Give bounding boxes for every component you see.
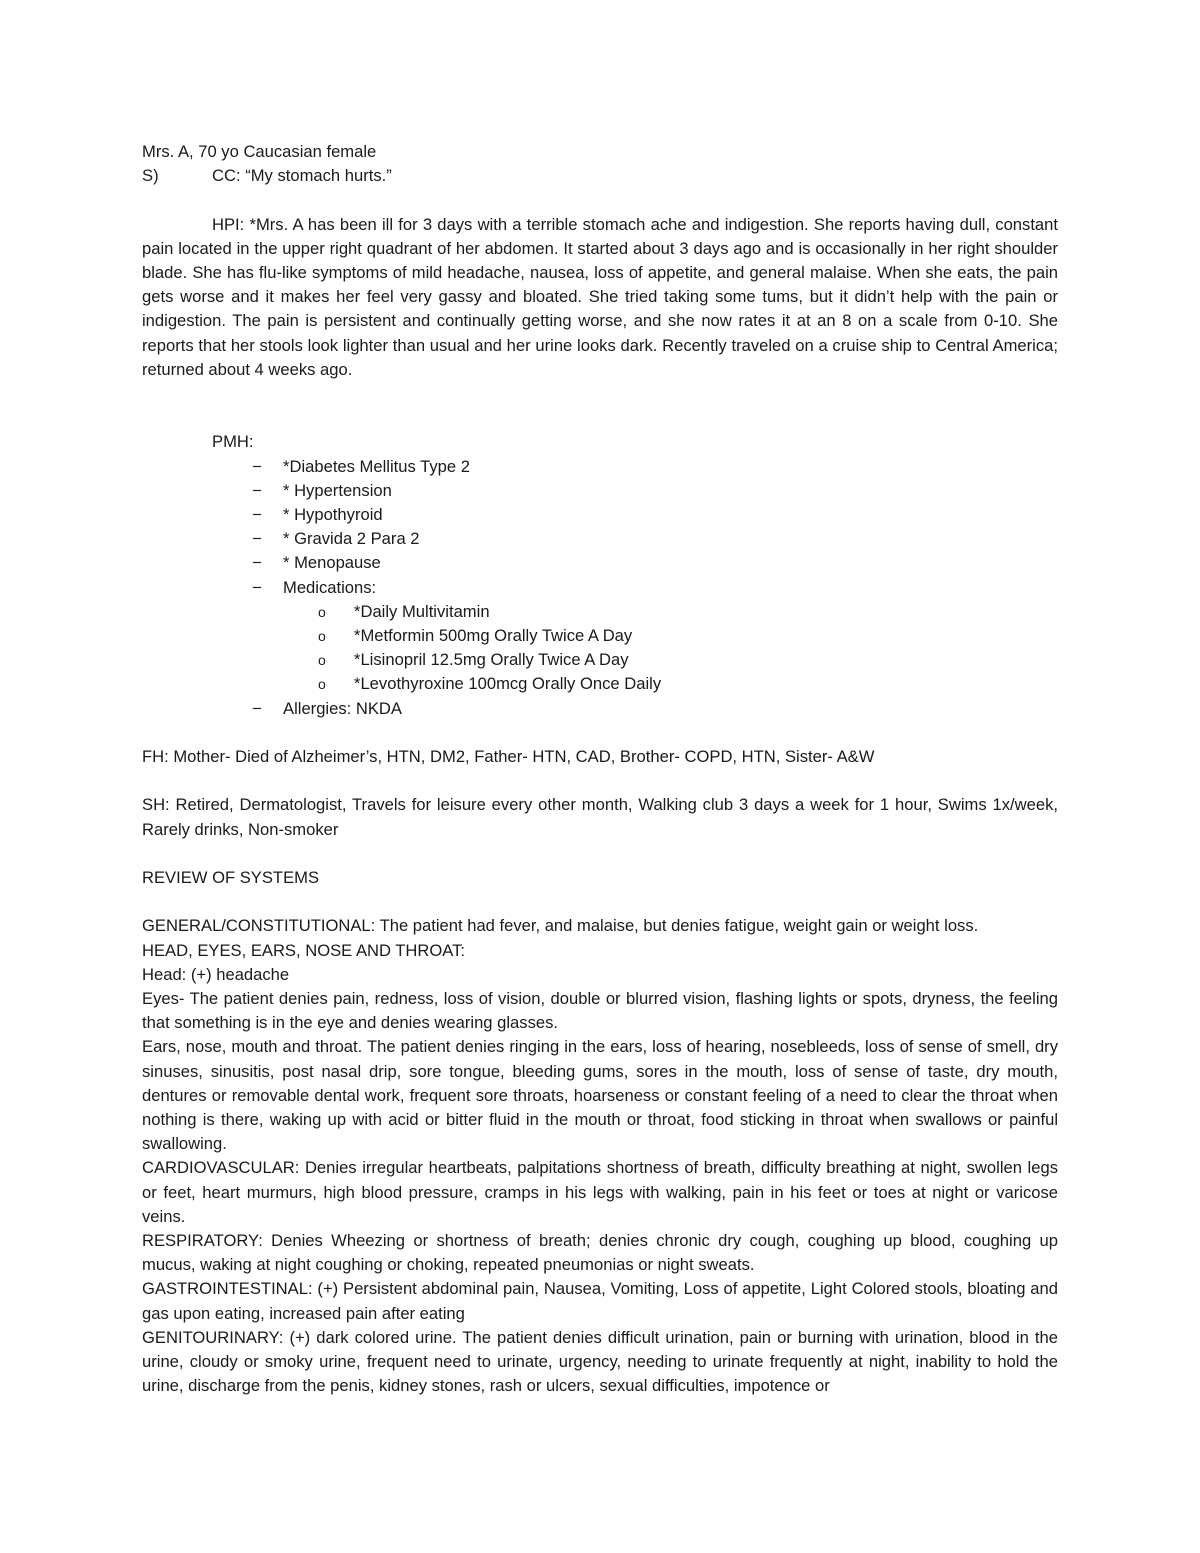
circle-bullet: o (318, 652, 326, 669)
dash-bullet: − (252, 505, 262, 525)
pmh-item-text: Medications: (283, 577, 377, 597)
ros-eyes: Eyes- The patient denies pain, redness, loss of vision, double or blurred vision, flashing lights or spots, dryness, the feeling that something is in the eye and denies wearing glasses. (142, 989, 1058, 1033)
medication-text: *Lisinopril 12.5mg Orally Twice A Day (354, 650, 629, 670)
allergies-item (142, 697, 1058, 721)
medication-item (142, 624, 1058, 648)
pmh-title: PMH: (212, 432, 254, 452)
ros-respiratory: RESPIRATORY: Denies Wheezing or shortness of breath; denies chronic dry cough, coughing up blood, coughing up mucus, waking at night coughing or choking, repeated pneumonias or night sweats. (142, 1231, 1058, 1275)
ros-genitourinary: GENITOURINARY: (+) dark colored urine. The patient denies difficult urination, pain or burning with urination, blood in the urine, cloudy or smoky urine, frequent need to urinate, urgency, needing to urinate frequently at night, inability to hold the urine, discharge from the penis, kidney stones, rash or ulcers, sexual difficulties, impotence or (142, 1327, 1058, 1396)
circle-bullet: o (318, 628, 326, 645)
pmh-item-text: * Menopause (283, 553, 381, 573)
ros-title: REVIEW OF SYSTEMS (142, 868, 320, 888)
spacer (142, 382, 1058, 430)
subjective-label: S) (142, 166, 159, 186)
medications-list (142, 600, 1058, 697)
pmh-item (142, 479, 1058, 503)
medication-item (142, 600, 1058, 624)
pmh-item (142, 527, 1058, 551)
hpi-paragraph: HPI: *Mrs. A has been ill for 3 days with a terrible stomach ache and indigestion. She reports having dull, constant pain located in the upper right quadrant of her abdomen. It started about 3 days ago and is occasionally in her right shoulder blade. She has flu-like symptoms of mild headache, nausea, loss of appetite, and general malaise. When she eats, the pain gets worse and it makes her feel very gassy and bloated. She tried taking some tums, but it didn’t help with the pain or indigestion. The pain is persistent and continually getting worse, and she now rates it at an 8 on a scale from 0-10. She reports that her stools look lighter than usual and her urine looks dark. Recently traveled on a cruise ship to Central America; returned about 4 weeks ago. (142, 214, 1058, 379)
medication-item (142, 672, 1058, 696)
pmh-item (142, 455, 1058, 479)
spacer (142, 188, 1058, 212)
pmh-item (142, 551, 1058, 575)
spacer (142, 890, 1058, 914)
pmh-item-text: * Hypertension (283, 480, 392, 500)
pmh-item (142, 503, 1058, 527)
family-history: FH: Mother- Died of Alzheimer’s, HTN, DM2, Father- HTN, CAD, Brother- COPD, HTN, Sister- A&W (142, 747, 875, 767)
spacer (142, 842, 1058, 866)
circle-bullet: o (318, 676, 326, 693)
subjective-row (142, 164, 1058, 188)
allergies-list (142, 697, 1058, 721)
medication-text: *Daily Multivitamin (354, 601, 490, 621)
dash-bullet: − (252, 553, 262, 573)
chief-complaint: CC: “My stomach hurts.” (212, 166, 392, 186)
pmh-item-text: *Diabetes Mellitus Type 2 (283, 456, 470, 476)
medication-text: *Levothyroxine 100mcg Orally Once Daily (354, 674, 662, 694)
circle-bullet: o (318, 603, 326, 620)
pmh-item-text: * Gravida 2 Para 2 (283, 529, 420, 549)
spacer (142, 721, 1058, 745)
dash-bullet: − (252, 529, 262, 549)
dash-bullet: − (252, 456, 262, 476)
social-history: SH: Retired, Dermatologist, Travels for leisure every other month, Walking club 3 days a week for 1 hour, Swims 1x/week, Rarely drinks, Non-smoker (142, 795, 1058, 839)
pmh-item-text: * Hypothyroid (283, 505, 383, 525)
spacer (142, 769, 1058, 793)
medication-item (142, 648, 1058, 672)
pmh-item-medications (142, 576, 1058, 600)
ros-head: Head: (+) headache (142, 964, 290, 984)
document-body (142, 140, 1058, 1398)
dash-bullet: − (252, 480, 262, 500)
ros-gastrointestinal: GASTROINTESTINAL: (+) Persistent abdominal pain, Nausea, Vomiting, Loss of appetite, Light Colored stools, bloating and gas upon eating, increased pain after eating (142, 1279, 1058, 1323)
allergies-text: Allergies: NKDA (283, 698, 402, 718)
pmh-list (142, 455, 1058, 600)
ros-heent-title: HEAD, EYES, EARS, NOSE AND THROAT: (142, 940, 466, 960)
dash-bullet: − (252, 698, 262, 718)
ros-general: GENERAL/CONSTITUTIONAL: The patient had fever, and malaise, but denies fatigue, weight gain or weight loss. (142, 916, 979, 936)
ros-cardiovascular: CARDIOVASCULAR: Denies irregular heartbeats, palpitations shortness of breath, difficulty breathing at night, swollen legs or feet, heart murmurs, high blood pressure, cramps in his legs with walking, pain in his feet or toes at night or varicose veins. (142, 1158, 1058, 1226)
dash-bullet: − (252, 577, 262, 597)
patient-line: Mrs. A, 70 yo Caucasian female (142, 142, 377, 161)
ros-ent: Ears, nose, mouth and throat. The patient denies ringing in the ears, loss of hearing, nosebleeds, loss of sense of smell, dry sinuses, sinusitis, post nasal drip, sore tongue, bleeding gums, sores in the mouth, loss of sense of taste, dry mouth, dentures or removable dental work, frequent sore throats, hoarseness or constant feeling of a need to clear the throat when nothing is there, waking up with acid or bitter fluid in the mouth or throat, food sticking in throat when swallows or painful swallowing. (142, 1037, 1058, 1154)
medication-text: *Metformin 500mg Orally Twice A Day (354, 626, 633, 646)
